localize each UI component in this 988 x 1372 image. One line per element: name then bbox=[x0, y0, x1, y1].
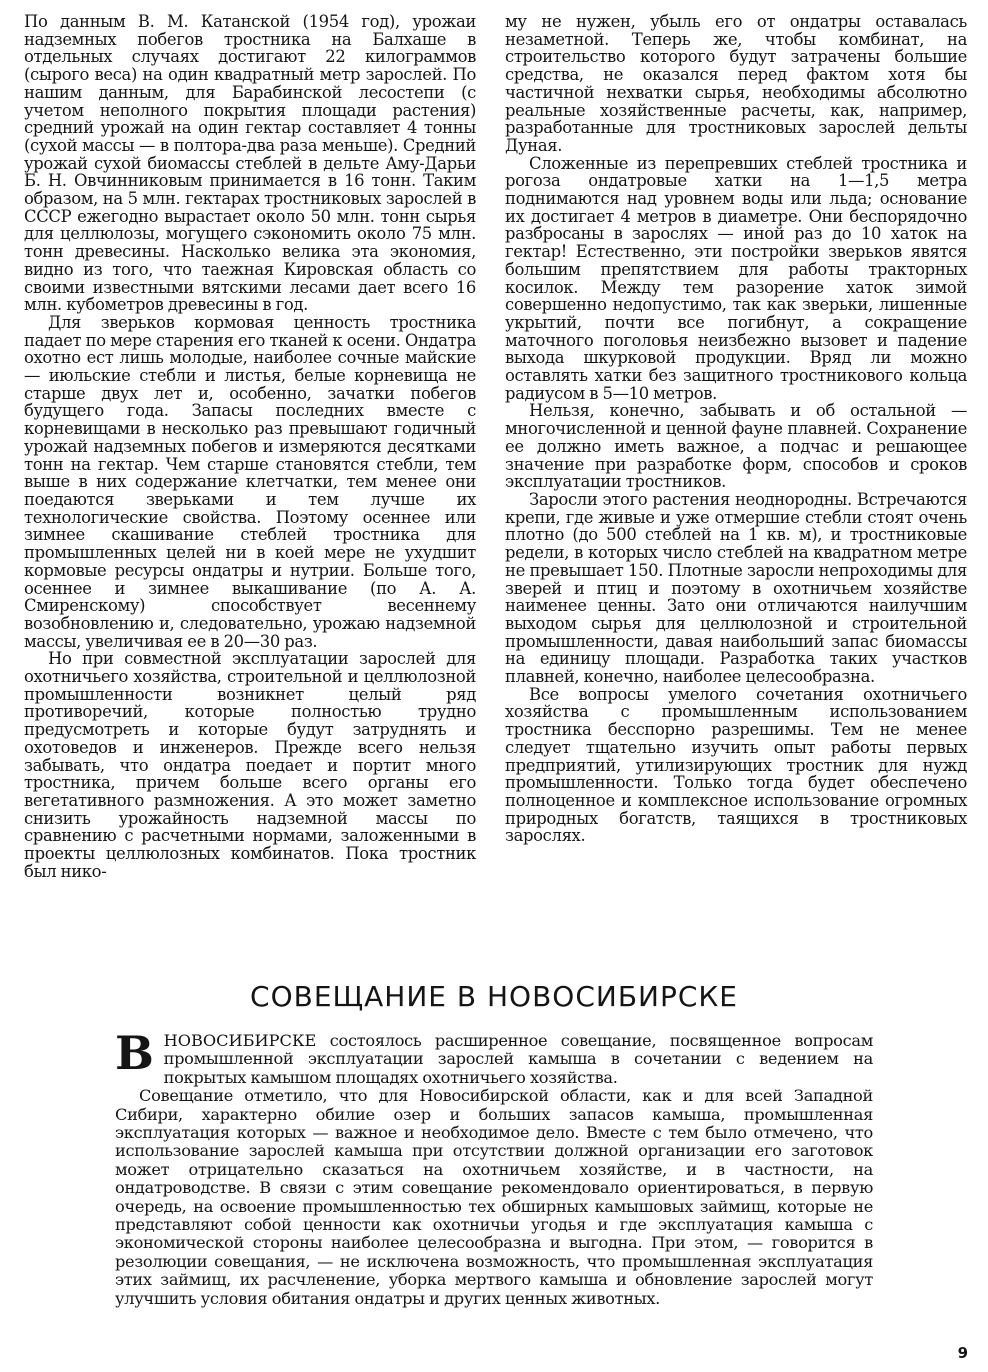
paragraph: По данным В. М. Катанской (1954 год), урожаи надземных побегов тростника на Балхаше в отдельных случаях достигают 22 килограммов (сырого веса) на один квадратный метр зарослей. По нашим данным, для Барабинской лесостепи (с учетом неполного покрытия площади растения) средний урожай на один гектар составляет 4 тонны (сухой массы — в полтора-два раза меньше). Средний урожай сухой биомассы стеблей в дельте Аму-Дарьи Б. Н. Овчинниковым принимается в 16 тонн. Таким образом, на 5 млн. гектарах тростниковых зарослей в СССР ежегодно вырастает около 50 млн. тонн сырья для целлюлозы, могущего сэкономить около 75 млн. тонн древесины. Насколько велика эта экономия, видно из того, что таежная Кировская область со своими известными вятскими лесами дает всего 16 млн. кубометров древесины в год. bbox=[24, 12, 476, 315]
article-body bbox=[115, 1026, 873, 1308]
paragraph: Заросли этого растения неоднородны. Встречаются крепи, где живые и уже отмершие стебли стоят очень плотно (до 500 стеблей на 1 кв. м), и тростниковые редели, в которых число стеблей на квадратном метре не превышает 150. Плотные заросли непроходимы для зверей и птиц и поэтому в охотничьем хозяйстве наименее ценны. Зато они отличаются наилучшим выходом сырья для целлюлозной и строительной промышленности, давая наибольший запас биомассы на единицу площади. Разработка таких участков плавней, конечно, наиболее целесообразна. bbox=[505, 489, 967, 687]
paragraph: Но при совместной эксплуатации зарослей для охотничьего хозяйства, строительной и целлюлозной промышленности возникнет целый ряд противоречий, которые полностью трудно предусмотреть и которые будут затруднять и охотоведов и инженеров. Прежде всего нельзя забывать, что ондатра поедает и портит много тростника, причем больше всего органы его вегетативного размножения. А это может заметно снизить урожайность надземной массы по сравнению с расчетными нормами, заложенными в проекты целлюлозных комбинатов. Пока тростник был нико- bbox=[24, 649, 476, 881]
page-number: 9 bbox=[957, 1344, 968, 1362]
paragraph: му не нужен, убыль его от ондатры оставалась незаметной. Теперь же, чтобы комбинат, на строительство которого будут затрачены большие средства, не оказался перед фактом хотя бы частичной нехватки сырья, необходимы абсолютно реальные хозяйственные расчеты, как, например, разработанные для тростниковых зарослей дельты Дуная. bbox=[505, 12, 967, 155]
paragraph: Все вопросы умелого сочетания охотничьего хозяйства с промышленным использованием тростника бесспорно разрешимы. Тем не менее следует тщательно изучить опыт работы первых предприятий, утилизирующих тростник для нужд промышленности. Только тогда будет обеспечено полноценное и комплексное использование огромных природных богатств, таящихся в тростниковых зарослях. bbox=[505, 684, 967, 846]
paragraph: Нельзя, конечно, забывать и об остальной — многочисленной и ценной фауне плавней. Сохранение ее должно иметь важное, а подчас и решающее значение при разработке форм, способов и сроков эксплуатации тростников. bbox=[505, 401, 967, 492]
paragraph: Сложенные из перепревших стеблей тростника и рогоза ондатровые хатки на 1—1,5 метра поднимаются над уровнем воды или льда; основание их достигает 4 метров в диаметре. Они беспорядочно разбросаны в зарослях — иной раз до 10 хаток на гектар! Естественно, эти постройки зверьков явятся большим препятствием для работы тракторных косилок. Между тем разорение хаток зимой совершенно недопустимо, так как зверьки, лишенные укрытий, почти все погибнут, а сокращение маточного поголовья неизбежно вызовет и падение выхода шкурковой продукции. Вряд ли можно оставлять хатки без защитного тростникового кольца радиусом в 5—10 метров. bbox=[505, 153, 967, 403]
right-column bbox=[505, 13, 967, 845]
paragraph: Совещание отметило, что для Новосибирской области, как и для всей Западной Сибири, характерно обилие озер и больших запасов камыша, промышленная эксплуатация которых — важное и необходимое дело. Вместе с тем было отмечено, что использование зарослей камыша при отсутствии должной организации его заготовок может отрицательно сказаться на охотничьем хозяйстве, и в частности, на ондатроводстве. В связи с этим совещание рекомендовало ориентироваться, в первую очередь, на освоение промышленностью тех обширных камышовых займищ, которые не представляют собой ценности как охотничьи угодья и где эксплуатация камыша с экономической стороны наиболее целесообразна и выгодна. При этом, — говорится в резолюции совещания, — не исключена возможность, что промышленная эксплуатация этих займищ, их расчленение, уборка мертвого камыша и обновление зарослей могут улучшить условия обитания ондатры и других ценных животных. bbox=[115, 1086, 873, 1308]
lead-caps: НОВОСИБИРСКЕ bbox=[163, 1031, 317, 1050]
left-column bbox=[24, 13, 476, 880]
article-lead-paragraph bbox=[115, 1026, 873, 1087]
article-heading: СОВЕЩАНИЕ В НОВОСИБИРСКЕ bbox=[250, 980, 738, 1013]
paragraph: Для зверьков кормовая ценность тростника падает по мере старения его тканей к осени. Ондатра охотно ест лишь молодые, наиболее сочные майские — июльские стебли и листья, белые корневища не старше двух лет и, особенно, зачатки побегов будущего года. Запасы последних вместе с корневищами в несколько раз превышают годичный урожай надземных побегов и измеряются десятками тонн на гектар. Чем старше становятся стебли, тем выше в них содержание клетчатки, тем менее они поедаются зверьками и тем лучше их технологические свойства. Поэтому осеннее или зимнее скашивание стеблей тростника для промышленных целей ни в коей мере не ухудшит кормовые ресурсы ондатры и нутрии. Больше того, осеннее и зимнее выкашивание (по А. А. Смиренскому) способствует весеннему возобновлению и, следовательно, урожаю надземной массы, увеличивая ее в 20—30 раз. bbox=[24, 312, 476, 651]
drop-cap: В bbox=[115, 1026, 154, 1080]
lead-text: состоялось расширенное совещание, посвященное вопросам промышленной эксплуатации зарослей камыша в сочетании с ведением на покрытых камышом площадях охотничьего хозяйства. bbox=[163, 1031, 873, 1087]
